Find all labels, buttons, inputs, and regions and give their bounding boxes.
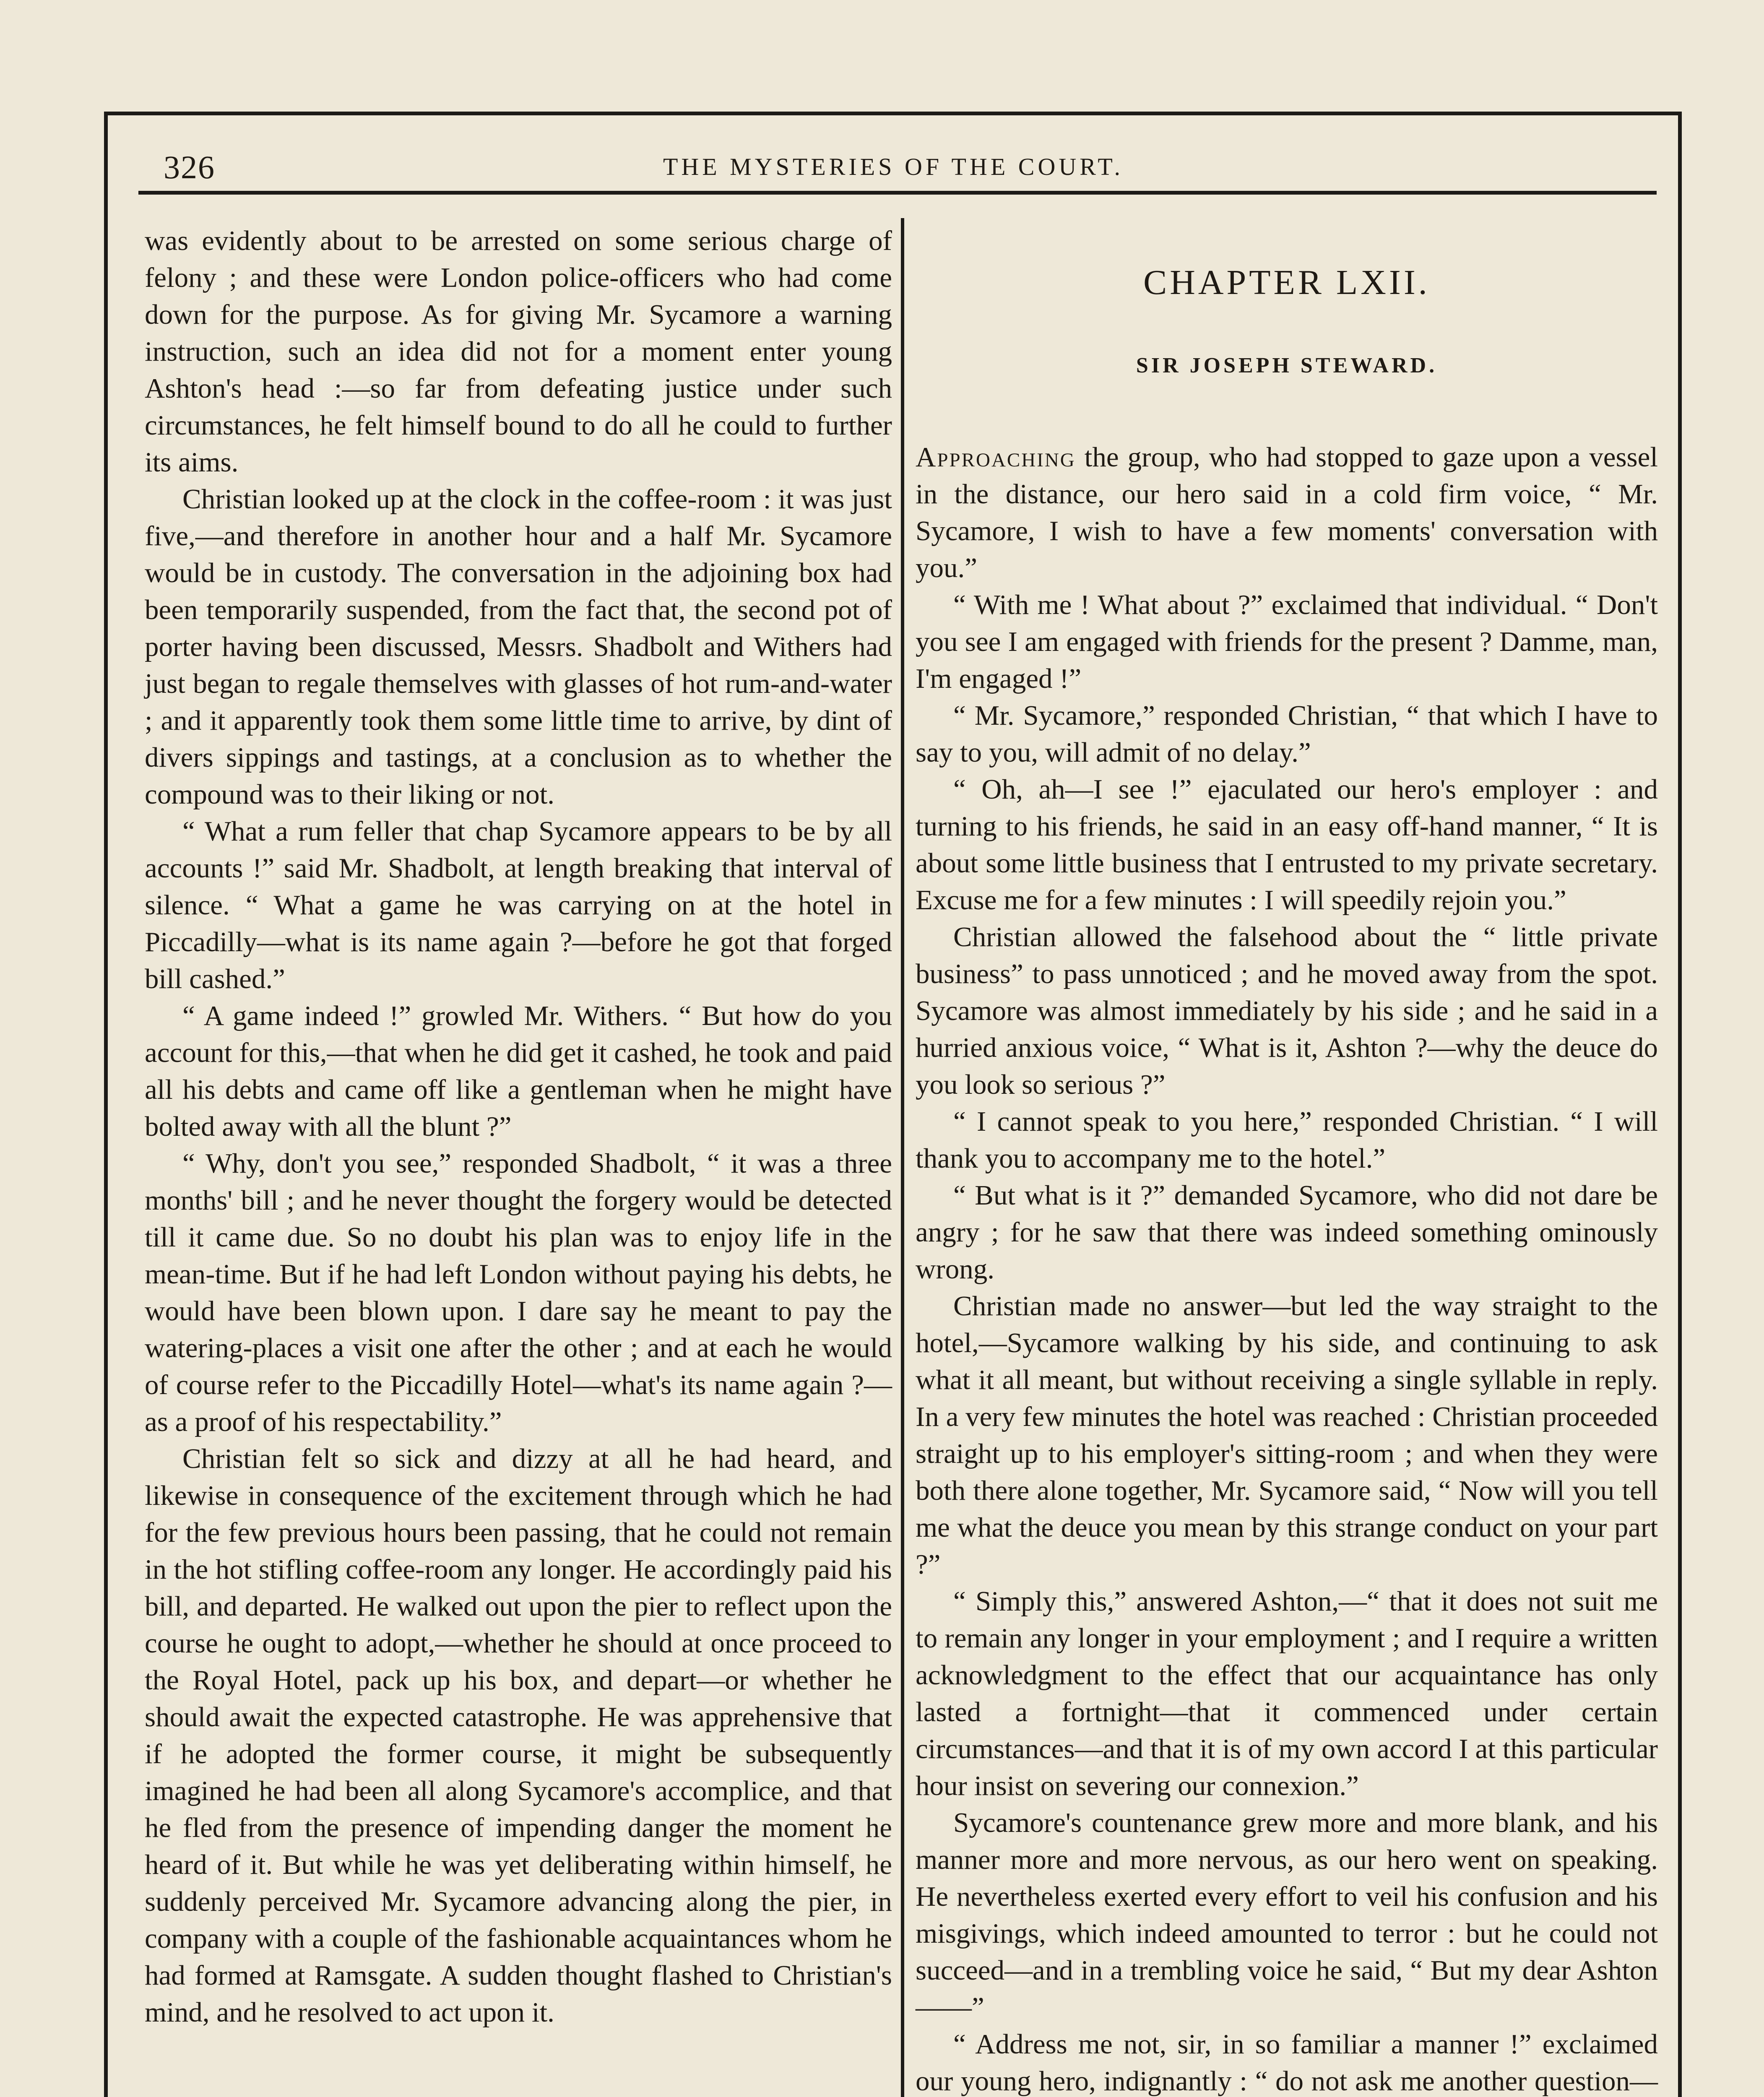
body-paragraph: “ Why, don't you see,” responded Shadbolt, “ it was a three months' bill ; and he never thought the forgery would be detected till it came due. So no doubt his plan was to enjoy life in the mean-time. But if he had left London without paying his debts, he would have been blown upon. I dare say he meant to pay the watering-places a visit one after the other ; and at each he would of course refer to the Piccadilly Hotel—what's its name again ?—as a proof of his respectability.”	[145, 1148, 892, 1437]
body-paragraph: Christian made no answer—but led the way straight to the hotel,—Sycamore walking by his side, and continuing to ask what it all meant, but without receiving a single syllable in reply. In a very few minutes the hotel was reached : Christian proceeded straight up to his employer's sitting-room ; and when they were both there alone together, Mr. Sycamore said, “ Now will you tell me what the deuce you mean by this strange conduct on your part ?”	[916, 1290, 1658, 1580]
body-paragraph: “ Simply this,” answered Ashton,—“ that it does not suit me to remain any longer in your employment ; and I require a written acknowledgment to the effect that our acquaintance has only lasted a fortnight—that it commenced under certain circumstances—and that it is of my own accord I at this particular hour insist on severing our connexion.”	[916, 1586, 1658, 1801]
body-paragraph: “ What a rum feller that chap Sycamore appears to be by all accounts !” said Mr. Shadbolt, at length breaking that interval of silence. “ What a game he was carrying on at the hotel in Piccadilly—what is its name again ?—before he got that forged bill cashed.”	[145, 816, 892, 994]
body-paragraph: Christian allowed the falsehood about the “ little private business” to pass unnoticed ; and he moved away from the spot. Sycamore was almost immediately by his side ; and he said in a hurried anxious voice, “ What is it, Ashton ?—why the deuce do you look so serious ?”	[916, 921, 1658, 1100]
body-paragraph: Sycamore's countenance grew more and more blank, and his manner more and more nervous, as our hero went on speaking. He nevertheless exerted every effort to veil his confusion and his misgivings, which indeed amounted to terror : but he could not succeed—and in a trembling voice he said, “ But my dear Ashton——”	[916, 1807, 1658, 2023]
body-paragraph: “ Address me not, sir, in so familiar a manner !” exclaimed our young hero, indignantly : “ do not ask me another question—	[916, 2029, 1658, 2097]
body-paragraph: “ I cannot speak to you here,” responded Christian. “ I will thank you to accompany me to the hotel.”	[916, 1106, 1658, 1174]
page-header	[138, 143, 1648, 189]
page-number: 326	[164, 149, 215, 185]
body-paragraph: “ A game indeed !” growled Mr. Withers. “ But how do you account for this,—that when he did get it cashed, he took and paid all his debts and came off like a gentleman when he might have bolted away with all the blunt ?”	[145, 1000, 892, 1142]
chapter-title: CHAPTER LXII.	[1143, 263, 1430, 302]
body-paragraph: Christian looked up at the clock in the coffee-room : it was just five,—and therefore in another hour and a half Mr. Sycamore would be in custody. The conversation in the adjoining box had been temporarily suspended, from the fact that, the second pot of porter having been discussed, Messrs. Shadbolt and Withers had just began to regale themselves with glasses of hot rum-and-water ; and it apparently took them some little time to arrive, by dint of divers sippings and tastings, at a conclusion as to whether the compound was to their liking or not.	[145, 484, 892, 810]
body-paragraph: “ But what is it ?” demanded Sycamore, who did not dare be angry ; for he saw that there was indeed something ominously wrong.	[916, 1180, 1658, 1285]
left-column	[145, 222, 892, 2031]
opening-paragraph	[916, 439, 1658, 586]
right-column	[916, 222, 1658, 2097]
body-paragraph: “ With me ! What about ?” exclaimed that individual. “ Don't you see I am engaged with friends for the present ? Damme, man, I'm engaged !”	[916, 589, 1658, 694]
header-rule	[138, 191, 1657, 195]
column-divider	[901, 218, 904, 2097]
opening-word: Approaching	[916, 442, 1076, 473]
body-paragraph: was evidently about to be arrested on some serious charge of felony ; and these were London police-officers who had come down for the purpose. As for giving Mr. Sycamore a warning instruction, such an idea did not for a moment enter young Ashton's head :—so far from defeating justice under such circumstances, he felt himself bound to do all he could to further its aims.	[145, 225, 892, 478]
body-paragraph: “ Mr. Sycamore,” responded Christian, “ that which I have to say to you, will admit of no delay.”	[916, 700, 1658, 768]
body-paragraph: “ Oh, ah—I see !” ejaculated our hero's employer : and turning to his friends, he said in an easy off-hand manner, “ It is about some little business that I entrusted to my private secretary. Excuse me for a few minutes : I will speedily rejoin you.”	[916, 774, 1658, 916]
opening-text: the group, who had stopped to gaze upon a vessel in the distance, our hero said in a cold firm voice, “ Mr. Sycamore, I wish to have a few moments' conversation with you.”	[916, 442, 1658, 583]
running-title: THE MYSTERIES OF THE COURT.	[663, 153, 1124, 180]
chapter-subtitle: SIR JOSEPH STEWARD.	[1136, 354, 1438, 377]
body-paragraph: Christian felt so sick and dizzy at all he had heard, and likewise in consequence of the excitement through which he had for the few previous hours been passing, that he could not remain in the hot stifling coffee-room any longer. He accordingly paid his bill, and departed. He walked out upon the pier to reflect upon the course he ought to adopt,—whether he should at once proceed to the Royal Hotel, pack up his box, and depart—or whether he should await the expected catastrophe. He was apprehensive that if he adopted the former course, it might be subsequently imagined he had been all along Sycamore's accomplice, and that he fled from the presence of impending danger the moment he heard of it. But while he was yet deliberating within himself, he suddenly perceived Mr. Sycamore advancing along the pier, in company with a couple of the fashionable acquaintances whom he had formed at Ramsgate. A sudden thought flashed to Christian's mind, and he resolved to act upon it.	[145, 1443, 892, 2028]
